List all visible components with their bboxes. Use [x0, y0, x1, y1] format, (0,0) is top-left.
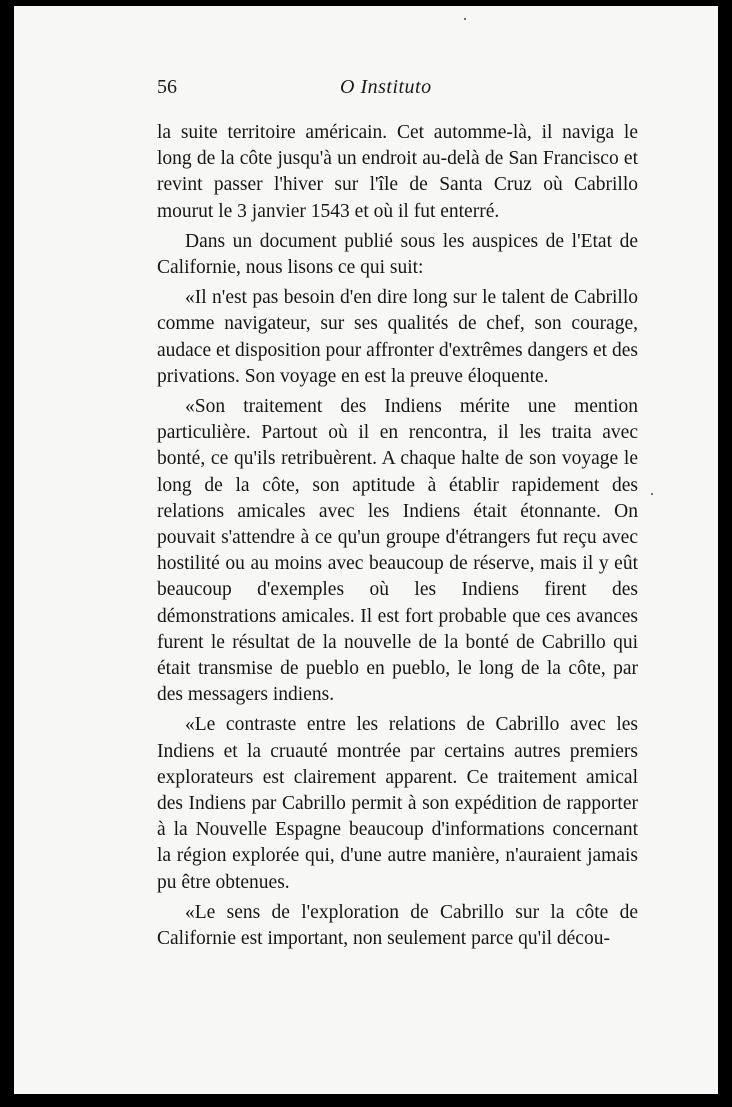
scanned-page [14, 6, 718, 1094]
body-text [157, 120, 638, 956]
paragraph-document-intro: Dans un document publié sous les auspices de l'Etat de Californie, nous lisons ce qui suit: [157, 230, 638, 279]
paragraph-quote-talent: «Il n'est pas besoin d'en dire long sur le talent de Cabrillo comme navigateur, sur ses qualités de chef, son courage, audace et disposition pour affronter d'extrêmes dangers et des privations. Son voyage en est la preuve éloquente. [157, 287, 638, 387]
scan-speck [464, 18, 466, 20]
paragraph-quote-contrast: «Le contraste entre les relations de Cabrillo avec les Indiens et la cruauté montrée par certains autres premiers explorateurs est clairement apparent. Ce traitement amical des Indiens par Cabrillo permit à son expédition de rapporter à la Nouvelle Espagne beaucoup d'informations concernant la région explorée qui, d'une autre manière, n'auraient jamais pu être obtenues. [157, 714, 638, 893]
journal-title: O Instituto [340, 76, 432, 98]
paragraph-continuation: la suite territoire américain. Cet automme-là, il naviga le long de la côte jusqu'à un endroit au-delà de San Francisco et revint passer l'hiver sur l'île de Santa Cruz où Cabrillo mourut le 3 janvier 1543 et où il fut enterré. [157, 122, 638, 222]
paragraph-quote-exploration: «Le sens de l'exploration de Cabrillo sur la côte de Californie est important, non seulement parce qu'il décou‑ [157, 901, 638, 950]
paragraph-quote-treatment: «Son traitement des Indiens mérite une mention particulière. Partout où il en rencontra, il les traita avec bonté, ce qu'ils retribuèrent. A chaque halte de son voyage le long de la côte, son aptitude à établir rapidement des relations amicales avec les Indiens était étonnante. On pouvait s'attendre à ce qu'un groupe d'étrangers fut reçu avec hostilité ou au moins avec beaucoup de réserve, mais il y eût beaucoup d'exemples où les Indiens firent des démonstrations amicales. Il est fort probable que ces avances furent le résultat de la nouvelle de la bonté de Cabrillo qui était transmise de pueblo en pueblo, le long de la côte, par des messagers indiens. [157, 396, 638, 706]
page-number: 56 [157, 76, 177, 98]
scan-speck [651, 493, 653, 495]
running-head [14, 76, 718, 106]
